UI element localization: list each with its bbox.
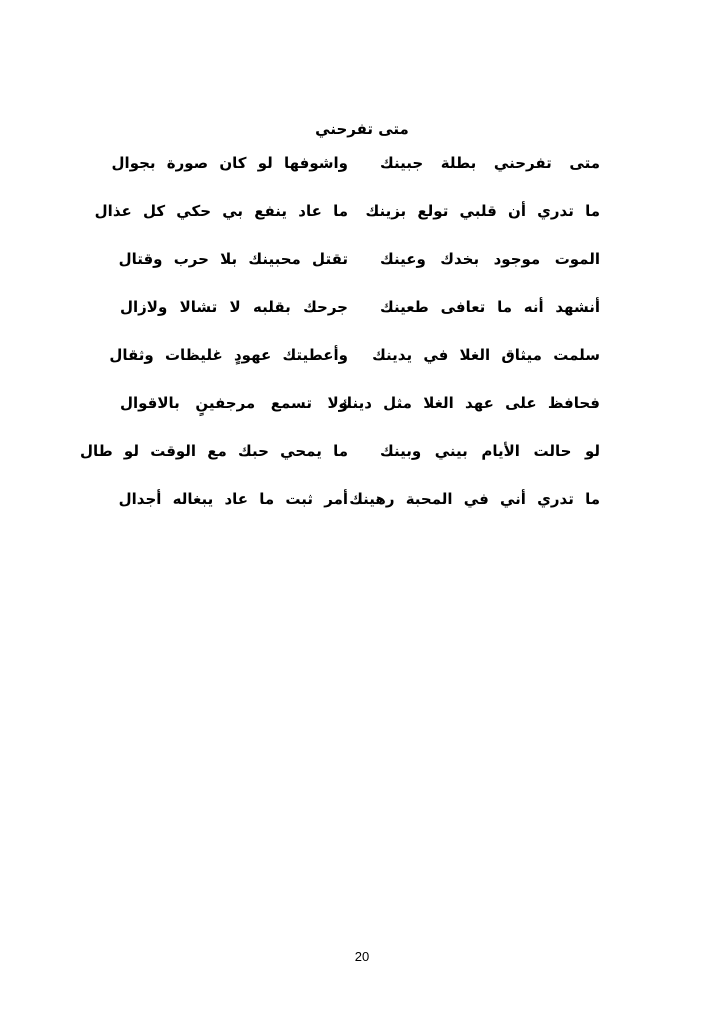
page-number: 20 <box>354 949 370 964</box>
verse-second-hemistich: ولا تسمع مرجفينٍ بالاقوال <box>120 394 348 412</box>
verse-line <box>120 488 600 536</box>
verse-second-hemistich: أمر ثبت ما عاد يبغاله أجدال <box>118 490 348 508</box>
verse-second-hemistich: جرحك بقلبه لا تشالا ولازال <box>120 298 348 316</box>
verse-line <box>120 392 600 440</box>
verse-second-hemistich: ما يمحي حبك مع الوقت لو طال <box>79 442 348 460</box>
verse-second-hemistich: ما عاد ينفع بي حكي كل عذال <box>94 202 348 220</box>
verse-first-hemistich: ما تدري أن قلبي تولع بزينك <box>365 202 600 220</box>
verse-first-hemistich: لو حالت الأيام بيني وبينك <box>380 442 600 460</box>
poem-title: متى تفرحني <box>315 120 409 138</box>
verse-line <box>109 344 600 392</box>
verse-second-hemistich: واشوفها لو كان صورة بجوال <box>111 154 348 172</box>
verse-first-hemistich: الموت موجود بخدك وعينك <box>380 250 600 268</box>
verse-line <box>120 248 600 296</box>
poem-verses <box>79 152 600 536</box>
verse-first-hemistich: سلمت ميثاق الغلا في يدينك <box>372 346 600 364</box>
verse-second-hemistich: تقتل محبينك بلا حرب وقتال <box>118 250 348 268</box>
verse-first-hemistich: أنشهد أنه ما تعافى طعينك <box>380 298 600 316</box>
verse-line <box>79 440 600 488</box>
verse-line <box>120 296 600 344</box>
verse-line <box>111 152 600 200</box>
verse-first-hemistich: فحافظ على عهد الغلا مثل دينك <box>338 394 600 412</box>
verse-first-hemistich: ما تدري أني في المحبة رهينك <box>349 490 600 508</box>
verse-second-hemistich: وأعطيتك عهودٍ غليظات وثقال <box>109 346 348 364</box>
verse-line <box>94 200 600 248</box>
verse-first-hemistich: متى تفرحني بطلة جبينك <box>380 154 600 172</box>
